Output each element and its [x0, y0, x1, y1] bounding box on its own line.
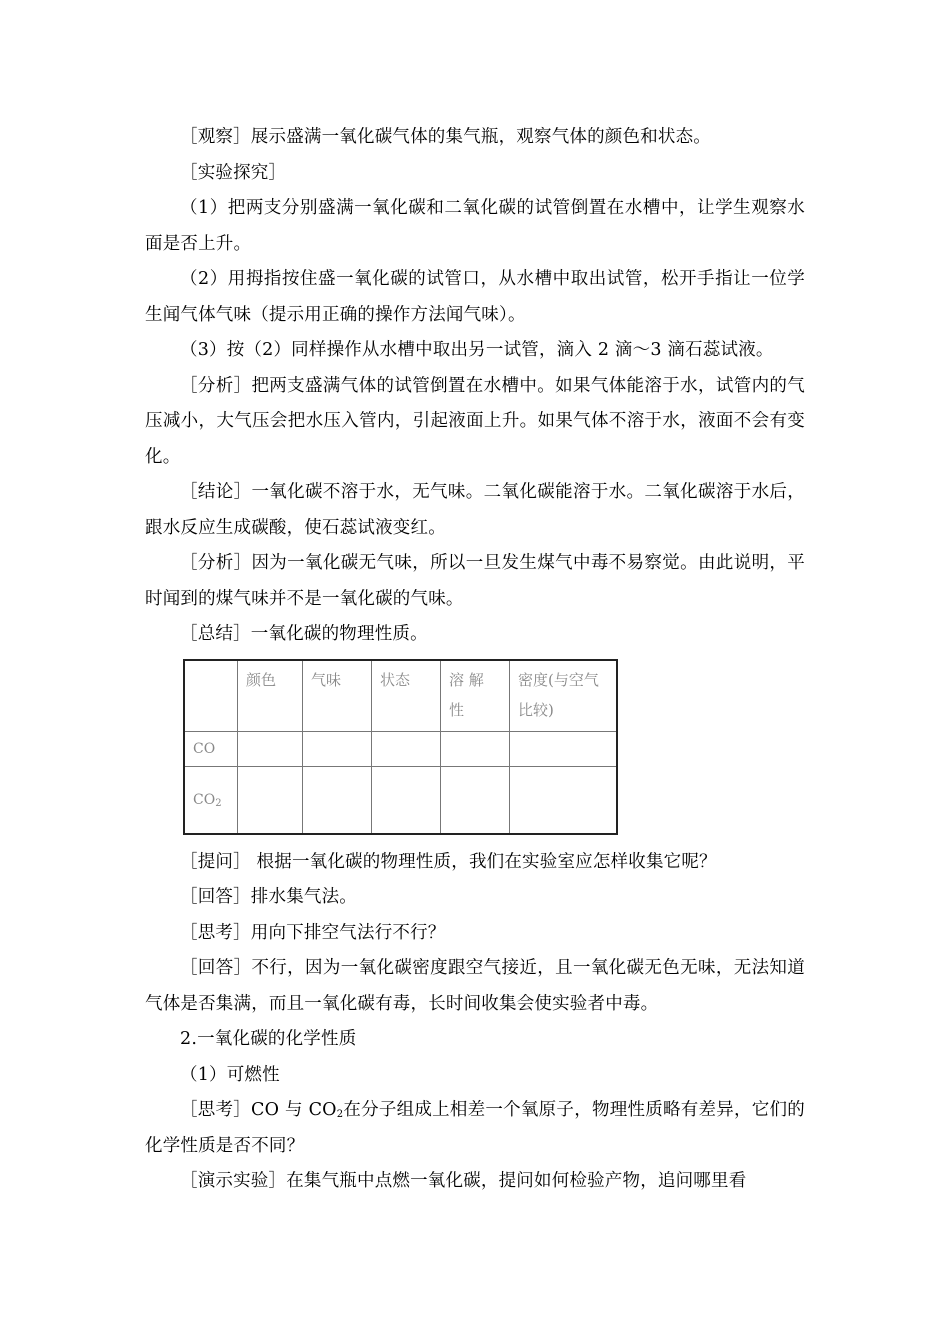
- paragraph-step-2: （2）用拇指按住盛一氧化碳的试管口，从水槽中取出试管，松开手指让一位学生闻气体气味（提示用正确的操作方法闻气味）。: [145, 269, 805, 325]
- table-cell: [372, 731, 441, 766]
- table-cell: [372, 766, 441, 834]
- table-cell: [238, 731, 303, 766]
- paragraph-summary: ［总结］一氧化碳的物理性质。: [180, 624, 428, 644]
- paragraph-think-1: ［思考］用向下排空气法行不行？: [180, 922, 446, 943]
- table-header-cell: 气味: [303, 660, 372, 732]
- paragraph-answer-1: ［回答］排水集气法。: [180, 887, 357, 907]
- paragraph-demo-experiment: ［演示实验］在集气瓶中点燃一氧化碳，提问如何检验产物，追问哪里看: [180, 1171, 747, 1191]
- properties-table-wrapper: [183, 659, 805, 835]
- paragraph-analysis-2: ［分析］因为一氧化碳无气味，所以一旦发生煤气中毒不易察觉。由此说明，平时闻到的煤气味并不是一氧化碳的气味。: [145, 553, 805, 609]
- table-row-label: $CO_2$: [184, 766, 238, 834]
- table-header-cell: 溶 解 性: [441, 660, 510, 732]
- table-header-cell: [184, 660, 238, 732]
- paragraph-think-2: ［思考］CO 与 $CO_2$在分子组成上相差一个氧原子，物理性质略有差异，它们的化学性质是否不同？: [145, 1100, 805, 1156]
- table-row: [184, 731, 617, 766]
- paragraph-step-3: （3）按（2）同样操作从水槽中取出另一试管，滴入 2 滴～3 滴石蕊试液。: [180, 340, 774, 360]
- document-body: [145, 120, 805, 1200]
- table-row-label: CO: [184, 731, 238, 766]
- table-cell: [238, 766, 303, 834]
- paragraph-experiment-heading: ［实验探究］: [180, 162, 287, 183]
- paragraph-step-1: （1）把两支分别盛满一氧化碳和二氧化碳的试管倒置在水槽中，让学生观察水面是否上升。: [145, 198, 805, 254]
- table-cell: [441, 731, 510, 766]
- paragraph-answer-2: ［回答］不行，因为一氧化碳密度跟空气接近，且一氧化碳无色无味，无法知道气体是否集满，而且一氧化碳有毒，长时间收集会使实验者中毒。: [145, 958, 805, 1014]
- table-header-cell: 状态: [372, 660, 441, 732]
- paragraph-analysis-1: ［分析］把两支盛满气体的试管倒置在水槽中。如果气体能溶于水，试管内的气压减小，大气压会把水压入管内，引起液面上升。如果气体不溶于水，液面不会有变化。: [145, 375, 805, 467]
- table-cell: [510, 766, 618, 834]
- table-header-cell: 颜色: [238, 660, 303, 732]
- table-row: [184, 766, 617, 834]
- table-header-row: [184, 660, 617, 732]
- properties-table: [183, 659, 618, 835]
- table-header-cell: 密度(与空气比较): [510, 660, 618, 732]
- subsection-heading-flammability: （1）可燃性: [180, 1064, 280, 1085]
- table-cell: [510, 731, 618, 766]
- paragraph-conclusion: ［结论］一氧化碳不溶于水，无气味。二氧化碳能溶于水。二氧化碳溶于水后，跟水反应生成碳酸，使石蕊试液变红。: [145, 482, 805, 538]
- table-cell: [303, 766, 372, 834]
- table-cell: [441, 766, 510, 834]
- paragraph-observe: ［观察］展示盛满一氧化碳气体的集气瓶，观察气体的颜色和状态。: [180, 127, 711, 147]
- section-heading-chemical-properties: 2.一氧化碳的化学性质: [180, 1029, 357, 1049]
- table-cell: [303, 731, 372, 766]
- paragraph-question: ［提问］ 根据一氧化碳的物理性质，我们在实验室应怎样收集它呢？: [180, 851, 717, 872]
